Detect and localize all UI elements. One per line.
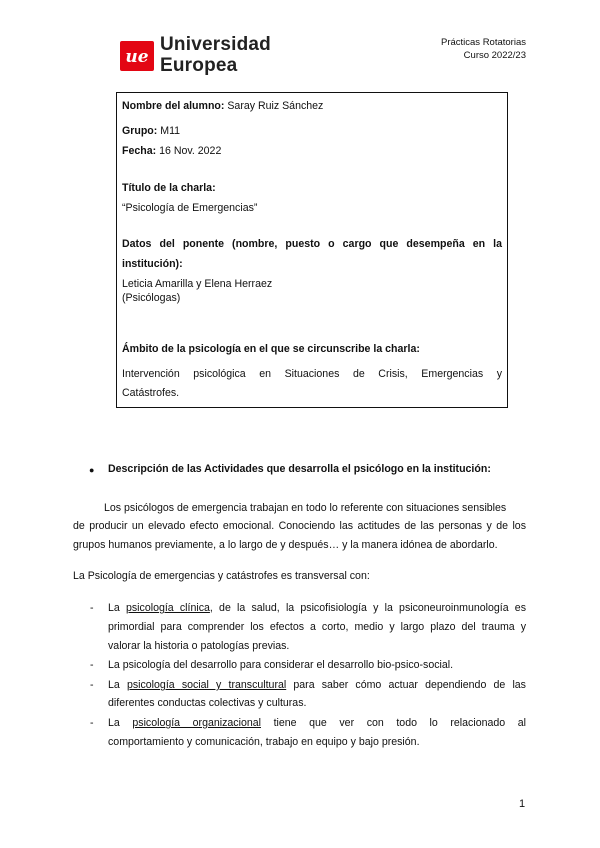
speaker-role: (Psicólogas) [122,292,181,304]
list-item-3-line-2: diferentes conductas colectivas y culturas. [108,697,307,709]
group-value: M11 [157,125,181,137]
logo-line-1: Universidad [160,34,271,55]
logo-monogram: ue [125,47,149,67]
list-item-1-line-3: valorar la historia o patologías previas. [108,640,290,652]
section-title: Descripción de las Actividades que desarrolla el psicólogo en la institución: [108,463,491,475]
student-value: Saray Ruiz Sánchez [224,100,324,112]
course-year: Curso 2022/23 [463,50,526,61]
date-value: 16 Nov. 2022 [156,145,222,157]
group-row [122,125,180,138]
list-dash-2: - [90,659,94,671]
scope-line-2: Catástrofes. [122,387,180,399]
clinical-psychology-link: psicología clínica [125,602,210,614]
list-item-4-line-2: comportamiento y comunicación, trabajo en equipo y bajo presión. [108,736,420,748]
social-psychology-link: psicología social y transcultural [126,679,287,691]
logo-wordmark [160,34,271,76]
speaker-label-line-2: institución): [122,258,183,270]
date-row [122,145,221,158]
list-item-1-line-1: La psicología clínica, de la salud, la psicofisiología y la psiconeuroinmunología es [108,602,526,614]
section-bullet: ● [89,465,95,475]
talk-title-value: “Psicología de Emergencias” [122,202,258,214]
doc-type: Prácticas Rotatorias [440,37,526,48]
list-dash-1: - [90,602,94,614]
student-row [122,100,323,113]
logo-line-2: Europea [160,55,238,76]
group-label: Grupo: [122,125,158,137]
page-number: 1 [519,798,526,810]
list-item-4-line-1: La psicología organizacional tiene que ver con todo lo relacionado al [108,717,526,729]
universidad-europea-logo-icon [120,41,154,71]
para1-line-3: grupos humanos previamente, a lo largo de y después… y la manera idónea de abordarlo. [73,539,498,551]
talk-title-label: Título de la charla: [122,182,216,194]
para1-line-1: Los psicólogos de emergencia trabajan en todo lo referente con situaciones sensibles [104,502,507,514]
speaker-label-line-1: Datos del ponente (nombre, puesto o cargo que desempeña en la [122,238,502,250]
list-item-3-line-1: La psicología social y transcultural para saber cómo actuar dependiendo de las [108,679,526,691]
student-label: Nombre del alumno: [122,100,225,112]
list-dash-3: - [90,679,94,691]
date-label: Fecha: [122,145,157,157]
header-right [441,36,526,62]
list-item-1-line-2: primordial para comprender los efectos a corto, medio y largo plazo del trauma y [108,621,526,633]
scope-line-1: Intervención psicológica en Situaciones de Crisis, Emergencias y [122,368,502,380]
para1-line-2: de producir un elevado efecto emocional. Conociendo las actitudes de las personas y de los [73,520,526,532]
list-dash-4: - [90,717,94,729]
scope-label: Ámbito de la psicología en el que se circunscribe la charla: [122,343,420,355]
speaker-names: Leticia Amarilla y Elena Herraez [122,278,273,290]
para2: La Psicología de emergencias y catástrofes es transversal con: [73,570,370,582]
organizational-psychology-link: psicología organizacional [132,717,261,729]
list-item-2: La psicología del desarrollo para considerar el desarrollo bio-psico-social. [108,659,454,671]
